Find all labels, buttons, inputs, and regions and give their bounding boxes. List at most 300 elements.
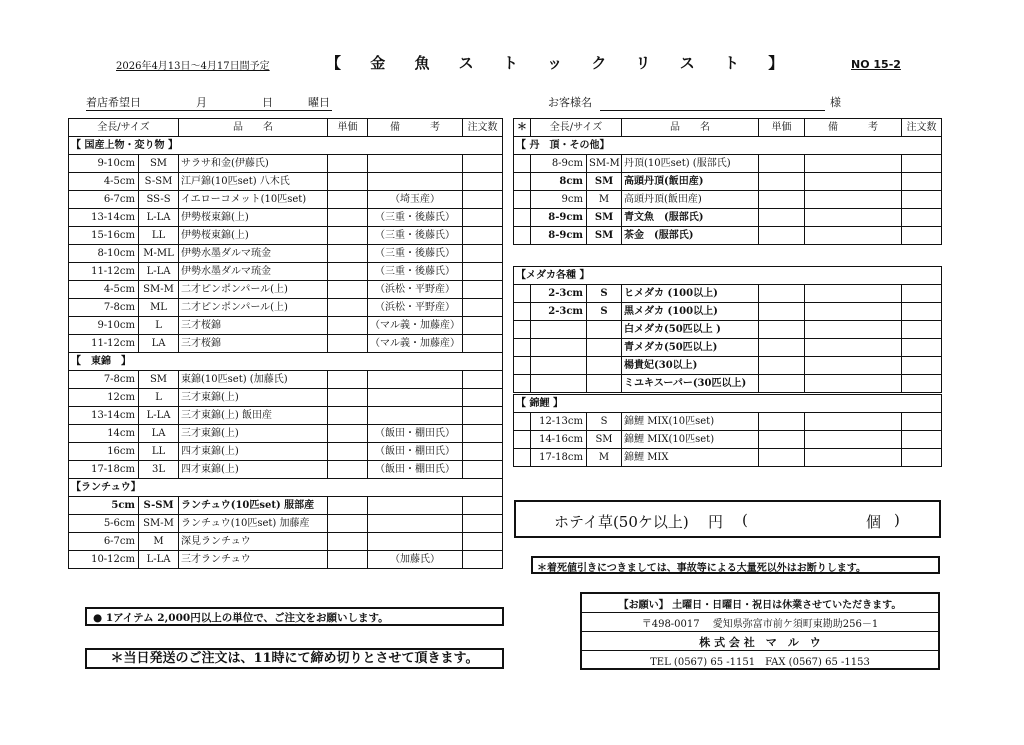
item-name-cell: 青メダカ(50匹以上) xyxy=(622,339,759,357)
grade-cell: SS-S xyxy=(139,191,179,209)
qty-cell[interactable] xyxy=(463,551,503,569)
item-name-cell: ランチュウ(10匹set) 加藤産 xyxy=(179,515,328,533)
mark-cell xyxy=(514,191,531,209)
size-cell: 8-9cm xyxy=(531,155,587,173)
price-cell[interactable] xyxy=(759,173,805,191)
divider xyxy=(582,650,938,651)
size-cell: 7-8cm xyxy=(69,371,139,389)
qty-cell[interactable] xyxy=(463,497,503,515)
grade-cell: M xyxy=(587,449,622,467)
col-star-header: ＊ xyxy=(514,119,531,137)
size-cell: 12cm xyxy=(69,389,139,407)
table-row xyxy=(514,155,942,173)
hotei-order-box[interactable] xyxy=(514,500,941,538)
price-cell[interactable] xyxy=(328,551,368,569)
qty-cell[interactable] xyxy=(902,173,942,191)
qty-cell[interactable] xyxy=(902,155,942,173)
mark-cell xyxy=(514,303,531,321)
grade-cell: S xyxy=(587,413,622,431)
remarks-cell xyxy=(368,389,463,407)
table-row xyxy=(69,155,503,173)
size-cell: 6-7cm xyxy=(69,533,139,551)
remarks-cell xyxy=(805,191,902,209)
qty-cell[interactable] xyxy=(463,407,503,425)
right-stock-table xyxy=(513,118,942,467)
price-cell[interactable] xyxy=(328,299,368,317)
section-row xyxy=(69,353,503,371)
item-name-cell: 東錦(10匹set) (加藤氏) xyxy=(179,371,328,389)
price-cell[interactable] xyxy=(759,375,805,393)
table-row xyxy=(514,191,942,209)
remarks-cell xyxy=(805,303,902,321)
remarks-cell xyxy=(805,357,902,375)
price-cell[interactable] xyxy=(328,155,368,173)
remarks-cell xyxy=(805,449,902,467)
qty-cell[interactable] xyxy=(902,339,942,357)
item-name-cell: 三才東錦(上) xyxy=(179,389,328,407)
remarks-cell: （飯田・棚田氏） xyxy=(368,461,463,479)
price-cell[interactable] xyxy=(759,191,805,209)
qty-cell[interactable] xyxy=(902,321,942,339)
divider xyxy=(582,631,938,632)
size-cell: 12-13cm xyxy=(531,413,587,431)
price-cell[interactable] xyxy=(759,155,805,173)
item-name-cell: 楊貴妃(30以上) xyxy=(622,357,759,375)
size-cell: 10-12cm xyxy=(69,551,139,569)
qty-cell[interactable] xyxy=(902,285,942,303)
price-cell[interactable] xyxy=(328,407,368,425)
size-cell xyxy=(531,321,587,339)
qty-cell[interactable] xyxy=(902,413,942,431)
document-number: NO 15-2 xyxy=(851,58,901,71)
qty-cell[interactable] xyxy=(902,431,942,449)
price-cell[interactable] xyxy=(328,173,368,191)
size-cell: 9-10cm xyxy=(69,155,139,173)
table-row xyxy=(69,533,503,551)
grade-cell: LL xyxy=(139,227,179,245)
item-name-cell: 四才東錦(上) xyxy=(179,443,328,461)
remarks-cell: （三重・後藤氏） xyxy=(368,209,463,227)
weekday-label: 曜日 xyxy=(308,96,330,109)
qty-cell[interactable] xyxy=(463,533,503,551)
qty-cell[interactable] xyxy=(463,335,503,353)
price-cell[interactable] xyxy=(328,461,368,479)
section-title: 【 丹 頂・その他】 xyxy=(514,137,759,155)
col-name-header: 品 名 xyxy=(179,119,328,137)
mark-cell xyxy=(514,173,531,191)
table-row xyxy=(514,413,942,431)
remarks-cell: （浜松・平野産） xyxy=(368,299,463,317)
qty-cell[interactable] xyxy=(463,281,503,299)
grade-cell: SM-M xyxy=(139,281,179,299)
mark-cell xyxy=(514,431,531,449)
remarks-cell xyxy=(368,515,463,533)
mark-cell xyxy=(514,321,531,339)
section-title: 【ランチュウ】 xyxy=(69,479,328,497)
price-cell[interactable] xyxy=(328,515,368,533)
remarks-cell xyxy=(805,227,902,245)
size-cell: 5cm xyxy=(69,497,139,515)
remarks-cell xyxy=(805,339,902,357)
grade-cell: L-LA xyxy=(139,551,179,569)
cutoff-time-note: ＊当日発送のご注文は、11時にて締め切りとさせて頂きます。 xyxy=(85,648,504,669)
remarks-cell xyxy=(368,533,463,551)
qty-cell[interactable] xyxy=(902,227,942,245)
remarks-cell xyxy=(368,407,463,425)
grade-cell: S-SM xyxy=(139,497,179,515)
price-cell[interactable] xyxy=(328,533,368,551)
item-name-cell: 白メダカ(50匹以上 ) xyxy=(622,321,759,339)
section-row xyxy=(514,395,942,413)
arrival-date-label: 着店希望日 xyxy=(86,96,141,109)
item-name-cell: 高頭丹頂(飯田産) xyxy=(622,173,759,191)
grade-cell: L-LA xyxy=(139,209,179,227)
item-name-cell: 三才桜錦 xyxy=(179,335,328,353)
section-blank xyxy=(328,137,503,155)
size-cell: 13-14cm xyxy=(69,209,139,227)
grade-cell: SM xyxy=(139,155,179,173)
grade-cell: SM-M xyxy=(139,515,179,533)
price-cell[interactable] xyxy=(759,321,805,339)
col-price-header: 単価 xyxy=(328,119,368,137)
section-blank xyxy=(759,267,942,285)
qty-cell[interactable] xyxy=(463,173,503,191)
table-row xyxy=(69,317,503,335)
price-cell[interactable] xyxy=(328,317,368,335)
spacer xyxy=(514,245,942,267)
price-cell[interactable] xyxy=(328,371,368,389)
col-qty-header: 注文数 xyxy=(463,119,503,137)
price-cell[interactable] xyxy=(328,245,368,263)
hotei-unit: 個 xyxy=(866,513,882,531)
size-cell xyxy=(531,339,587,357)
table-row xyxy=(514,303,942,321)
section-title: 【 東錦 】 xyxy=(69,353,328,371)
col-qty-header: 注文数 xyxy=(902,119,942,137)
section-title: 【メダカ各種 】 xyxy=(514,267,759,285)
grade-cell: 3L xyxy=(139,461,179,479)
price-cell[interactable] xyxy=(328,263,368,281)
price-cell[interactable] xyxy=(759,285,805,303)
grade-cell xyxy=(587,339,622,357)
remarks-cell: （三重・後藤氏） xyxy=(368,245,463,263)
size-cell xyxy=(531,357,587,375)
grade-cell xyxy=(587,357,622,375)
size-cell: 8cm xyxy=(531,173,587,191)
customer-name-label: お客様名 xyxy=(548,96,592,109)
size-cell: 5-6cm xyxy=(69,515,139,533)
price-cell[interactable] xyxy=(328,389,368,407)
remarks-cell xyxy=(805,285,902,303)
qty-cell[interactable] xyxy=(463,209,503,227)
remarks-cell: （加藤氏） xyxy=(368,551,463,569)
table-row xyxy=(69,551,503,569)
grade-cell: SM xyxy=(587,227,622,245)
size-cell: 4-5cm xyxy=(69,281,139,299)
table-row xyxy=(69,209,503,227)
size-cell: 14cm xyxy=(69,425,139,443)
item-name-cell: 高頭丹頂(飯田産) xyxy=(622,191,759,209)
remarks-cell xyxy=(805,173,902,191)
dead-fish-notice: ＊着死値引きにつきましては、事故等による大量死以外はお断りします。 xyxy=(531,556,940,574)
header-row xyxy=(69,119,503,137)
table-row xyxy=(514,173,942,191)
col-remarks-header: 備 考 xyxy=(805,119,902,137)
header-row xyxy=(514,119,942,137)
qty-cell[interactable] xyxy=(463,371,503,389)
table-row xyxy=(69,299,503,317)
size-cell: 8-10cm xyxy=(69,245,139,263)
mark-cell xyxy=(514,375,531,393)
table-row xyxy=(514,431,942,449)
table-row xyxy=(69,443,503,461)
col-price-header: 単価 xyxy=(759,119,805,137)
price-cell[interactable] xyxy=(759,227,805,245)
qty-cell[interactable] xyxy=(902,375,942,393)
size-cell: 2-3cm xyxy=(531,285,587,303)
section-row xyxy=(69,137,503,155)
company-info-box xyxy=(580,592,940,670)
qty-cell[interactable] xyxy=(463,317,503,335)
section-row xyxy=(69,479,503,497)
section-title: 【 国産上物・変り物 】 xyxy=(69,137,328,155)
mark-cell xyxy=(514,155,531,173)
remarks-cell: （飯田・棚田氏） xyxy=(368,443,463,461)
remarks-cell xyxy=(368,173,463,191)
size-cell: 11-12cm xyxy=(69,335,139,353)
qty-cell[interactable] xyxy=(463,389,503,407)
table-row xyxy=(69,227,503,245)
size-cell: 16cm xyxy=(69,443,139,461)
remarks-cell: （浜松・平野産） xyxy=(368,281,463,299)
grade-cell: S-SM xyxy=(139,173,179,191)
col-remarks-header: 備 考 xyxy=(368,119,463,137)
day-label: 日 xyxy=(262,96,273,109)
qty-cell[interactable] xyxy=(902,449,942,467)
price-cell[interactable] xyxy=(328,497,368,515)
grade-cell: SM-M xyxy=(587,155,622,173)
price-cell[interactable] xyxy=(759,339,805,357)
qty-cell[interactable] xyxy=(463,425,503,443)
price-cell[interactable] xyxy=(759,209,805,227)
item-name-cell: 伊勢水墨ダルマ琉金 xyxy=(179,263,328,281)
price-cell[interactable] xyxy=(328,335,368,353)
item-name-cell: 三才ランチュウ xyxy=(179,551,328,569)
qty-cell[interactable] xyxy=(463,191,503,209)
mark-cell xyxy=(514,449,531,467)
price-cell[interactable] xyxy=(328,281,368,299)
page-title: 【 金 魚 ス ト ッ ク リ ス ト 】 xyxy=(326,54,796,72)
item-name-cell: 深見ランチュウ xyxy=(179,533,328,551)
hotei-open-paren: ( xyxy=(742,511,748,529)
table-row xyxy=(69,263,503,281)
table-row xyxy=(514,227,942,245)
table-row xyxy=(69,407,503,425)
grade-cell: SM xyxy=(587,431,622,449)
table-row xyxy=(69,515,503,533)
item-name-cell: 二才ピンポンパール(上) xyxy=(179,299,328,317)
size-cell: 17-18cm xyxy=(69,461,139,479)
price-cell[interactable] xyxy=(759,303,805,321)
item-name-cell: 伊勢桜東錦(上) xyxy=(179,209,328,227)
price-cell[interactable] xyxy=(328,209,368,227)
grade-cell: M-ML xyxy=(139,245,179,263)
grade-cell: SM xyxy=(587,173,622,191)
price-cell[interactable] xyxy=(759,449,805,467)
size-cell: 14-16cm xyxy=(531,431,587,449)
item-name-cell: 黒メダカ (100以上) xyxy=(622,303,759,321)
qty-cell[interactable] xyxy=(902,303,942,321)
qty-cell[interactable] xyxy=(463,443,503,461)
grade-cell: L xyxy=(139,389,179,407)
grade-cell xyxy=(587,321,622,339)
section-blank xyxy=(328,353,503,371)
table-row xyxy=(69,335,503,353)
size-cell: 7-8cm xyxy=(69,299,139,317)
item-name-cell: サラサ和金(伊藤氏) xyxy=(179,155,328,173)
mark-cell xyxy=(514,413,531,431)
remarks-cell xyxy=(368,155,463,173)
company-contact: TEL (0567) 65 -1151 FAX (0567) 65 -1153 xyxy=(650,657,870,668)
table-row xyxy=(69,245,503,263)
hotei-close-paren: ) xyxy=(894,511,900,529)
qty-cell[interactable] xyxy=(463,299,503,317)
table-row xyxy=(514,449,942,467)
date-range: 2026年4月13日～4月17日間予定 xyxy=(116,61,270,72)
col-size-header: 全長/サイズ xyxy=(531,119,622,137)
price-cell[interactable] xyxy=(759,431,805,449)
item-name-cell: 三才東錦(上) xyxy=(179,425,328,443)
size-cell: 8-9cm xyxy=(531,209,587,227)
table-row xyxy=(69,191,503,209)
table-row xyxy=(514,321,942,339)
holiday-notice: 【お願い】 土曜日・日曜日・祝日は休業させていただきます。 xyxy=(618,600,902,611)
table-row xyxy=(69,461,503,479)
item-name-cell: 三才桜錦 xyxy=(179,317,328,335)
grade-cell: M xyxy=(587,191,622,209)
size-cell: 9-10cm xyxy=(69,317,139,335)
col-name-header: 品 名 xyxy=(622,119,759,137)
price-cell[interactable] xyxy=(328,227,368,245)
section-blank xyxy=(759,395,942,413)
qty-cell[interactable] xyxy=(902,191,942,209)
remarks-cell: （三重・後藤氏） xyxy=(368,263,463,281)
item-name-cell: 青文魚 (服部氏) xyxy=(622,209,759,227)
table-row xyxy=(69,497,503,515)
section-row xyxy=(514,137,942,155)
item-name-cell: ランチュウ(10匹set) 服部産 xyxy=(179,497,328,515)
price-cell[interactable] xyxy=(328,425,368,443)
remarks-cell xyxy=(805,209,902,227)
remarks-cell xyxy=(805,375,902,393)
mark-cell xyxy=(514,339,531,357)
remarks-cell xyxy=(805,155,902,173)
grade-cell: S xyxy=(587,303,622,321)
item-name-cell: 四才東錦(上) xyxy=(179,461,328,479)
customer-name-field[interactable] xyxy=(600,96,825,111)
remarks-cell: （マル義・加藤産） xyxy=(368,335,463,353)
size-cell: 15-16cm xyxy=(69,227,139,245)
remarks-cell xyxy=(368,371,463,389)
size-cell: 17-18cm xyxy=(531,449,587,467)
table-row xyxy=(514,375,942,393)
customer-suffix: 様 xyxy=(830,96,841,109)
section-title: 【 錦鯉 】 xyxy=(514,395,759,413)
company-name: 株 式 会 社 マ ル ウ xyxy=(699,636,821,649)
table-row xyxy=(514,285,942,303)
month-label: 月 xyxy=(196,96,207,109)
col-size-header: 全長/サイズ xyxy=(69,119,179,137)
arrival-date-field[interactable] xyxy=(86,96,332,111)
qty-cell[interactable] xyxy=(902,209,942,227)
remarks-cell: （飯田・棚田氏） xyxy=(368,425,463,443)
price-cell[interactable] xyxy=(328,191,368,209)
remarks-cell xyxy=(805,431,902,449)
qty-cell[interactable] xyxy=(463,515,503,533)
grade-cell: L-LA xyxy=(139,407,179,425)
item-name-cell: 丹頂(10匹set) (服部氏) xyxy=(622,155,759,173)
qty-cell[interactable] xyxy=(463,155,503,173)
item-name-cell: 二才ピンポンパール(上) xyxy=(179,281,328,299)
remarks-cell xyxy=(368,497,463,515)
section-row xyxy=(514,267,942,285)
price-cell[interactable] xyxy=(759,413,805,431)
grade-cell: LA xyxy=(139,335,179,353)
remarks-cell: （マル義・加藤産） xyxy=(368,317,463,335)
size-cell: 2-3cm xyxy=(531,303,587,321)
spacer-row xyxy=(514,245,942,267)
minimum-order-note: ● 1アイテム 2,000円以上の単位で、ご注文をお願いします。 xyxy=(85,607,504,626)
left-stock-table xyxy=(68,118,503,569)
company-address: 〒498-0017 愛知県弥富市前ケ須町東勘助256－1 xyxy=(641,619,879,630)
hotei-label: ホテイ草(50ケ以上) xyxy=(554,513,689,531)
qty-cell[interactable] xyxy=(463,263,503,281)
table-row xyxy=(514,357,942,375)
size-cell: 11-12cm xyxy=(69,263,139,281)
table-row xyxy=(514,209,942,227)
table-row xyxy=(69,173,503,191)
qty-cell[interactable] xyxy=(463,245,503,263)
divider xyxy=(582,612,938,613)
size-cell: 13-14cm xyxy=(69,407,139,425)
price-cell[interactable] xyxy=(328,443,368,461)
remarks-cell xyxy=(805,321,902,339)
size-cell: 6-7cm xyxy=(69,191,139,209)
grade-cell: M xyxy=(139,533,179,551)
table-row xyxy=(69,389,503,407)
grade-cell: LL xyxy=(139,443,179,461)
section-blank xyxy=(759,137,942,155)
item-name-cell: ミユキスーパー(30匹以上) xyxy=(622,375,759,393)
item-name-cell: 三才東錦(上) 飯田産 xyxy=(179,407,328,425)
size-cell: 8-9cm xyxy=(531,227,587,245)
item-name-cell: 伊勢桜東錦(上) xyxy=(179,227,328,245)
table-row xyxy=(69,425,503,443)
grade-cell: SM xyxy=(587,209,622,227)
qty-cell[interactable] xyxy=(902,357,942,375)
qty-cell[interactable] xyxy=(463,461,503,479)
item-name-cell: 錦鯉 MIX(10匹set) xyxy=(622,413,759,431)
section-blank xyxy=(328,479,503,497)
item-name-cell: ヒメダカ (100以上) xyxy=(622,285,759,303)
price-cell[interactable] xyxy=(759,357,805,375)
size-cell: 4-5cm xyxy=(69,173,139,191)
grade-cell: ML xyxy=(139,299,179,317)
size-cell xyxy=(531,375,587,393)
hotei-yen: 円 xyxy=(708,513,724,531)
remarks-cell: （三重・後藤氏） xyxy=(368,227,463,245)
qty-cell[interactable] xyxy=(463,227,503,245)
